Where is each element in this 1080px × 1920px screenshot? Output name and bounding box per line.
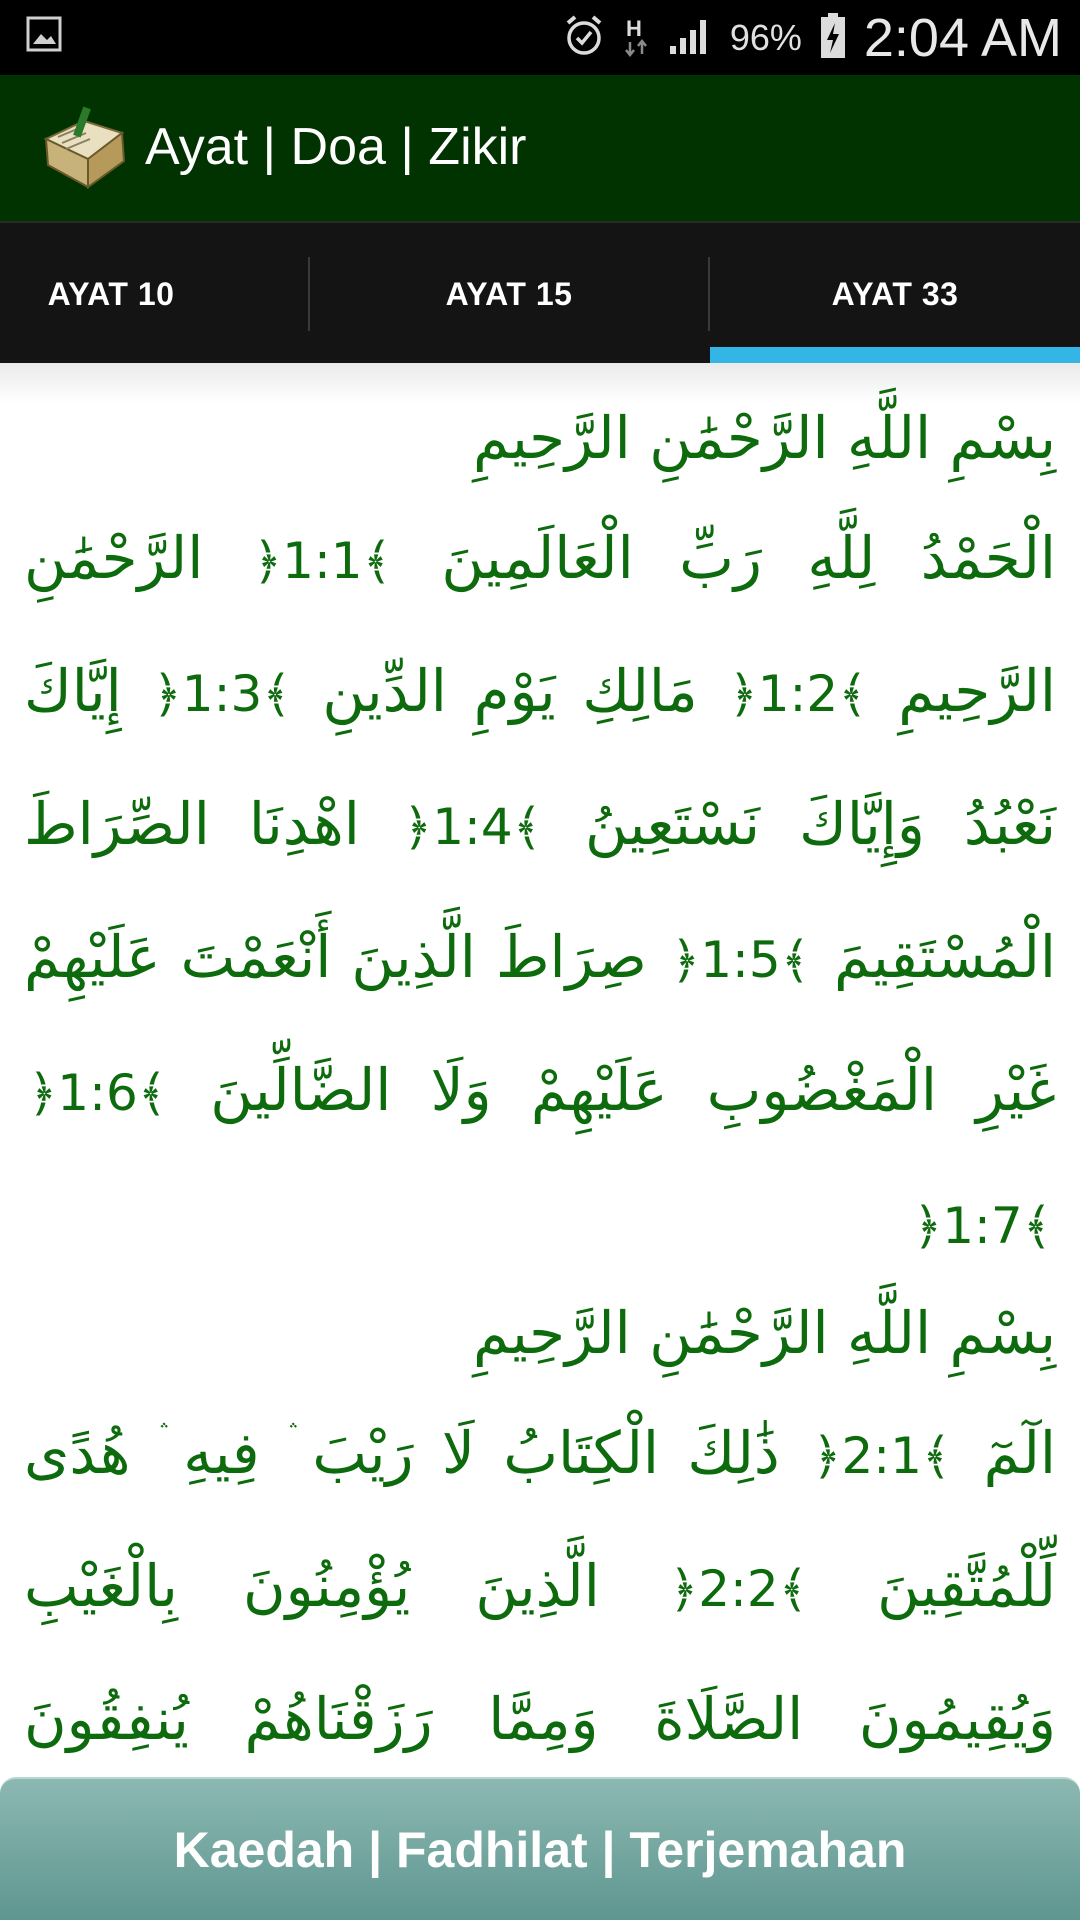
battery-percentage: 96% [729, 16, 802, 58]
selected-tab-indicator [710, 347, 1080, 363]
verse-block [0, 493, 1080, 1291]
tab-ayat-15[interactable]: AYAT 15 [445, 275, 573, 312]
verse-text: الْحَمْدُ لِلَّهِ رَبِّ الْعَالَمِينَ [441, 524, 1057, 592]
status-bar [0, 0, 1080, 75]
alarm-icon [564, 14, 604, 62]
surah-al-baqarah [0, 1278, 1080, 1777]
verse-text: الٓمٓ [983, 1419, 1056, 1487]
verse-marker: ﴿1:1﴾ [252, 532, 392, 590]
svg-text:H: H [625, 15, 642, 41]
tab-ayat-10[interactable]: AYAT 10 [47, 275, 175, 312]
verse-marker: ﴿1:6﴾ [28, 1064, 168, 1122]
gallery-icon [26, 16, 62, 56]
verse-text: اهْدِنَا الصِّرَاطَ الْمُسْتَقِيمَ [24, 790, 1057, 991]
verse-text: ذَٰلِكَ الْكِتَابُ لَا رَيْبَ ۛ فِيهِ ۛ هُدًى لِّلْمُتَّقِينَ [24, 1419, 1057, 1620]
tab-ayat-33[interactable]: AYAT 33 [831, 275, 959, 312]
verse-marker: ﴿1:7﴾ [912, 1197, 1052, 1255]
battery-icon [820, 13, 846, 63]
quran-text-content[interactable] [0, 363, 1080, 1777]
quran-book-icon[interactable] [38, 99, 128, 191]
app-bar [0, 75, 1080, 221]
app-title: Ayat | Doa | Zikir [145, 118, 527, 176]
verse-text: الَّذِينَ يُؤْمِنُونَ بِالْغَيْبِ وَيُقِيمُونَ الصَّلَاةَ وَمِمَّا رَزَقْنَاهُمْ يُنفِقُونَ [24, 1552, 1056, 1753]
h-network-icon [622, 14, 650, 62]
verse-marker: ﴿1:2﴾ [728, 665, 868, 723]
verse-marker: ﴿2:2﴾ [668, 1560, 809, 1618]
bottom-button-label: Kaedah | Fadhilat | Terjemahan [173, 1821, 907, 1878]
tab-bar [0, 221, 1080, 363]
signal-icon [668, 16, 712, 60]
verse-marker: ﴿1:5﴾ [670, 931, 810, 989]
basmalah: بِسْمِ اللَّهِ الرَّحْمَٰنِ الرَّحِيمِ [473, 404, 1056, 472]
verse-text: إِيَّاكَ نَعْبُدُ وَإِيَّاكَ نَسْتَعِينُ [24, 657, 1056, 858]
verse-marker: ﴿1:4﴾ [402, 798, 542, 856]
verse-text: مَالِكِ يَوْمِ الدِّينِ [322, 657, 698, 725]
surah-al-fatihah [0, 383, 1080, 1291]
basmalah: بِسْمِ اللَّهِ الرَّحْمَٰنِ الرَّحِيمِ [473, 1299, 1056, 1367]
verse-marker: ﴿2:1﴾ [812, 1427, 952, 1485]
verse-text: الرَّحْمَٰنِ الرَّحِيمِ [24, 524, 1057, 725]
clock: 2:04 AM [863, 7, 1062, 68]
verse-block [0, 1388, 1080, 1777]
verse-marker: ﴿1:3﴾ [152, 665, 292, 723]
kaedah-fadhilat-terjemahan-button[interactable] [0, 1777, 1080, 1920]
verse-text: صِرَاطَ الَّذِينَ أَنْعَمْتَ عَلَيْهِمْ غَيْرِ الْمَغْضُوبِ عَلَيْهِمْ وَلَا الضَّالِّينَ [24, 923, 1056, 1124]
